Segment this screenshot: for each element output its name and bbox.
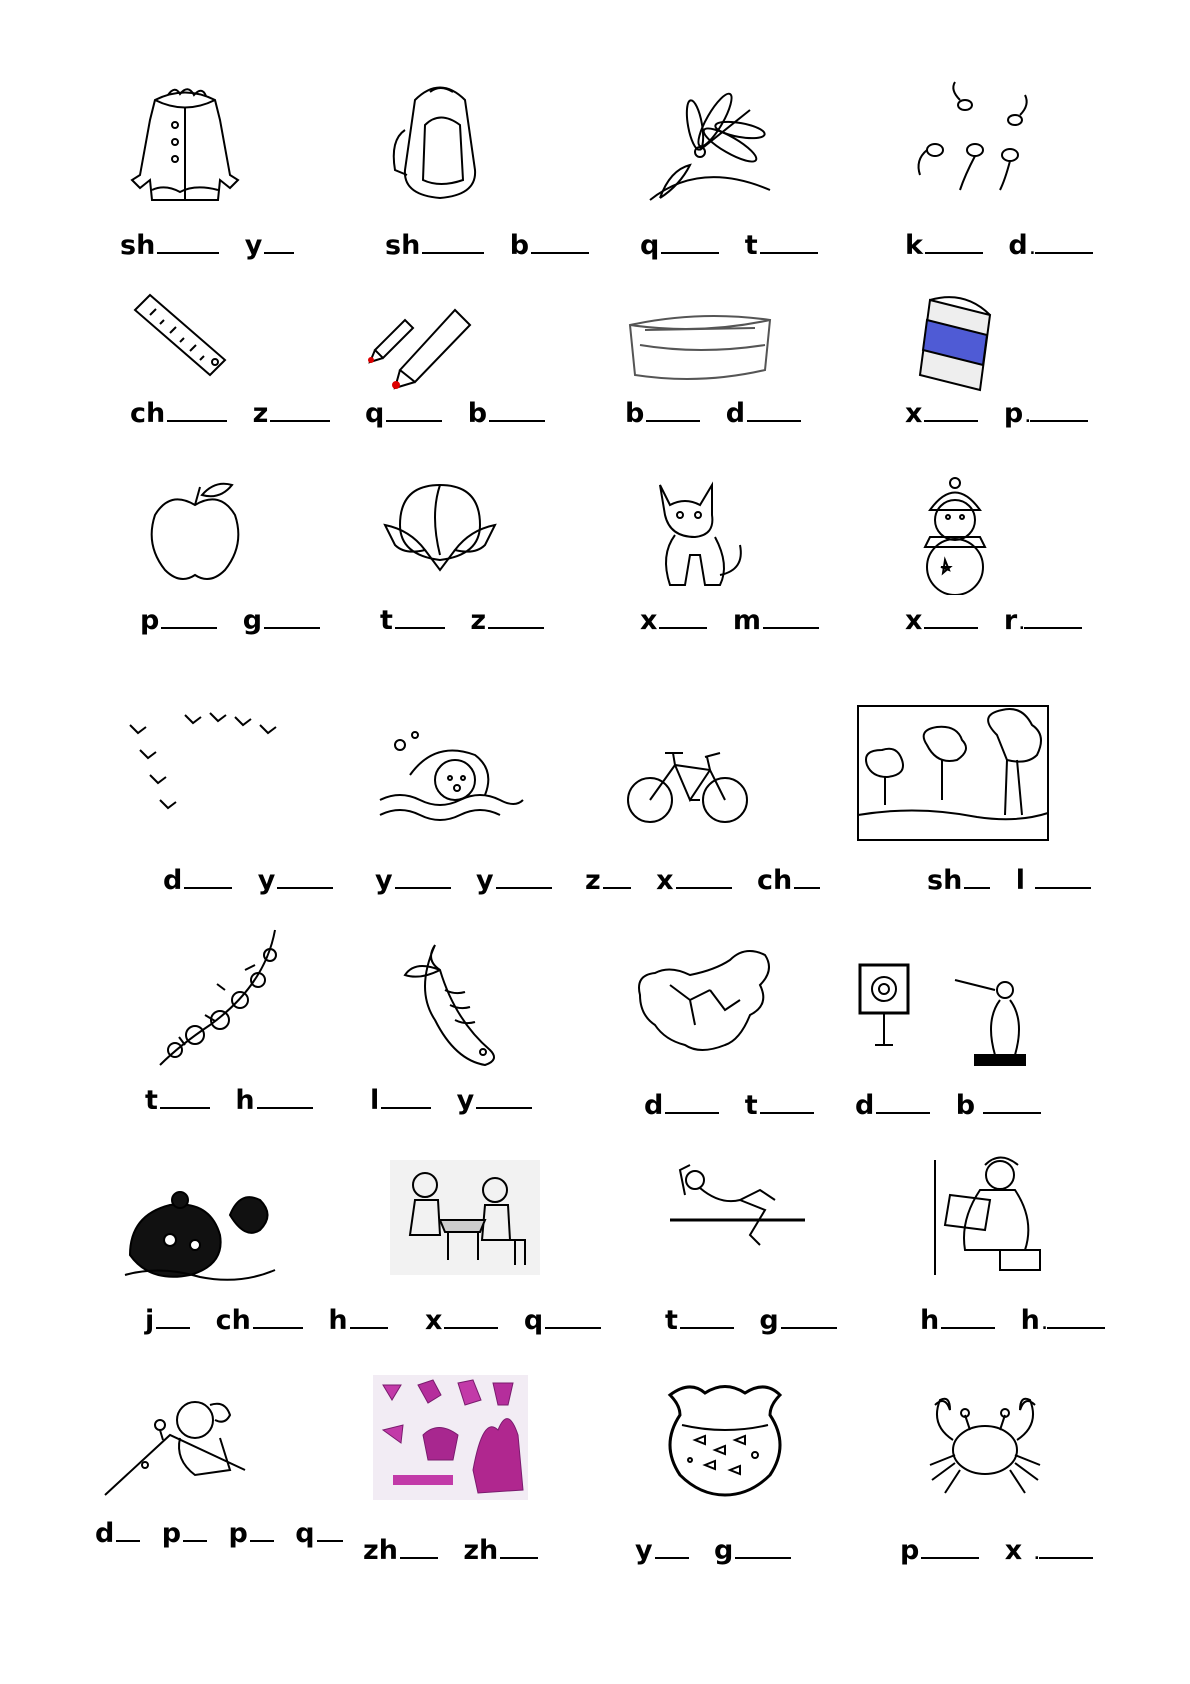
- syllable-slot: [468, 398, 545, 429]
- answer-blank[interactable]: [395, 883, 451, 889]
- answer-blank[interactable]: [116, 1536, 140, 1542]
- answer-blank[interactable]: [381, 1103, 431, 1109]
- pinyin-line: [425, 1305, 617, 1336]
- answer-blank[interactable]: [184, 883, 232, 889]
- syllable-slot: [365, 398, 442, 429]
- pinyin-initial: x: [425, 1305, 443, 1336]
- syllable-slot: [1004, 605, 1083, 636]
- chess-icon: [390, 1160, 540, 1275]
- tone-dot: .: [1025, 410, 1031, 426]
- syllable-slot: [733, 605, 819, 636]
- pinyin-initial: b: [955, 1090, 976, 1121]
- pinyin-initial: ch: [215, 1305, 251, 1336]
- syllable-slot: [130, 398, 227, 429]
- pinyin-initial: ch: [130, 398, 166, 429]
- pinyin-initial: t: [744, 1090, 758, 1121]
- answer-blank[interactable]: [760, 248, 818, 254]
- syllable-slot: [644, 1090, 719, 1121]
- syllable-slot: [1004, 398, 1089, 429]
- answer-blank[interactable]: [1035, 883, 1091, 889]
- syllable-slot: [163, 865, 232, 896]
- pinyin-initial: q: [640, 230, 660, 261]
- bicycle-icon: [625, 735, 755, 835]
- syllable-slot: [640, 605, 707, 636]
- answer-blank[interactable]: [476, 1103, 532, 1109]
- pinyin-initial: y: [244, 230, 263, 261]
- answer-blank[interactable]: [655, 1553, 689, 1559]
- pinyin-initial: x: [905, 605, 923, 636]
- apple-icon: [140, 475, 250, 585]
- syllable-slot: [585, 865, 631, 896]
- map-icon: [630, 945, 780, 1065]
- answer-blank[interactable]: [422, 248, 484, 254]
- pinyin-initial: sh: [927, 865, 963, 896]
- answer-blank[interactable]: [1039, 1553, 1093, 1559]
- eraser-icon: [905, 290, 1005, 400]
- answer-blank[interactable]: [1024, 623, 1082, 629]
- forest-icon: [857, 705, 1049, 841]
- syllable-slot: [757, 865, 820, 896]
- answer-blank[interactable]: [250, 1536, 274, 1542]
- answer-blank[interactable]: [488, 623, 544, 629]
- ruler-icon: [130, 290, 230, 380]
- tone-dot: .: [1034, 1547, 1040, 1563]
- pinyin-line: [585, 865, 836, 896]
- answer-blank[interactable]: [500, 1553, 538, 1559]
- pinyin-line: [900, 1535, 1109, 1566]
- pinyin-line: [635, 1535, 807, 1566]
- answer-blank[interactable]: [183, 1536, 207, 1542]
- syllable-slot: [905, 230, 983, 261]
- pinyin-line: [370, 1085, 548, 1116]
- pinyin-initial: y: [635, 1535, 653, 1566]
- pinyin-line: [665, 1305, 853, 1336]
- syllable-slot: [905, 605, 978, 636]
- pinyin-initial: t: [145, 1085, 158, 1116]
- answer-blank[interactable]: [941, 1323, 995, 1329]
- answer-blank[interactable]: [661, 248, 719, 254]
- fish-icon: [395, 940, 515, 1070]
- papercut-icon: [120, 1175, 280, 1285]
- syllable-slot: [745, 230, 818, 261]
- syllable-slot: [457, 1085, 533, 1116]
- pinyin-initial: z: [470, 605, 487, 636]
- pencil-case-icon: [625, 290, 775, 390]
- pinyin-initial: h: [235, 1085, 255, 1116]
- pinyin-initial: g: [759, 1305, 779, 1336]
- pinyin-initial: g: [242, 605, 263, 636]
- pinyin-line: [375, 865, 568, 896]
- syllable-slot: [380, 605, 445, 636]
- pinyin-initial: l: [370, 1085, 380, 1116]
- syllable-slot: [625, 398, 700, 429]
- syllable-slot: [245, 230, 295, 261]
- answer-blank[interactable]: [386, 416, 442, 422]
- pinyin-line: [130, 398, 346, 429]
- syllable-slot: [759, 1305, 836, 1336]
- answer-blank[interactable]: [603, 883, 631, 889]
- answer-blank[interactable]: [747, 416, 801, 422]
- pinyin-line: [95, 1518, 359, 1549]
- answer-blank[interactable]: [160, 1103, 210, 1109]
- pinyin-initial: d: [644, 1090, 664, 1121]
- pinyin-initial: d: [855, 1090, 875, 1121]
- pinyin-initial: l: [1015, 865, 1025, 896]
- syllable-slot: [370, 1085, 431, 1116]
- syllable-slot: [375, 865, 451, 896]
- swimmer-icon: [375, 720, 525, 830]
- pinyin-line: [625, 398, 817, 429]
- syllable-slot: [95, 1518, 140, 1549]
- pinyin-line: [163, 865, 349, 896]
- answer-blank[interactable]: [531, 248, 589, 254]
- pinyin-initial: y: [257, 865, 276, 896]
- answer-blank[interactable]: [680, 1323, 734, 1329]
- syllable-slot: [1016, 865, 1091, 896]
- pinyin-initial: y: [476, 865, 494, 896]
- pinyin-initial: b: [625, 398, 645, 429]
- pinyin-initial: t: [380, 605, 393, 636]
- answer-blank[interactable]: [925, 248, 983, 254]
- pinyin-line: [365, 398, 561, 429]
- pinyin-initial: h: [1020, 1305, 1040, 1336]
- dragonfly-icon: [640, 80, 780, 210]
- syllable-slot: [905, 398, 978, 429]
- answer-blank[interactable]: [924, 416, 978, 422]
- answer-blank[interactable]: [760, 1108, 814, 1114]
- answer-blank[interactable]: [876, 1108, 930, 1114]
- pencil-icon: [365, 290, 485, 390]
- syllable-slot: [120, 230, 219, 261]
- syllable-slot: [228, 1518, 273, 1549]
- answer-blank[interactable]: [924, 623, 978, 629]
- tone-dot: .: [1019, 617, 1025, 633]
- pinyin-line: [644, 1090, 830, 1121]
- syllable-slot: [1005, 1535, 1094, 1566]
- pinyin-initial: d: [95, 1518, 115, 1549]
- pinyin-initial: p: [140, 605, 160, 636]
- answer-blank[interactable]: [317, 1536, 343, 1542]
- tone-dot: .: [1029, 242, 1036, 258]
- pinyin-initial: zh: [363, 1535, 398, 1566]
- pinyin-initial: p: [161, 1518, 182, 1549]
- answer-blank[interactable]: [781, 1323, 837, 1329]
- syllable-slot: [640, 230, 719, 261]
- snowman-icon: [905, 475, 1005, 595]
- backpack-icon: [385, 80, 495, 210]
- pinyin-initial: j: [145, 1305, 155, 1336]
- pinyin-initial: d: [725, 398, 746, 429]
- answer-blank[interactable]: [921, 1553, 979, 1559]
- pinyin-initial: h: [920, 1305, 940, 1336]
- answer-blank[interactable]: [1047, 1323, 1105, 1329]
- pinyin-line: [363, 1535, 554, 1566]
- syllable-slot: [295, 1518, 342, 1549]
- pinyin-line: [905, 398, 1104, 429]
- syllable-slot: [425, 1305, 498, 1336]
- syllable-slot: [328, 1305, 387, 1336]
- syllable-slot: [726, 398, 801, 429]
- answer-blank[interactable]: [257, 1103, 313, 1109]
- syllable-slot: [470, 605, 544, 636]
- pinyin-line: [640, 605, 835, 636]
- tadpole-icon: [905, 80, 1045, 210]
- jumper-icon: [665, 1160, 805, 1260]
- answer-blank[interactable]: [253, 1323, 303, 1329]
- syllable-slot: [140, 605, 217, 636]
- syllable-slot: [524, 1305, 601, 1336]
- geese-icon: [125, 705, 295, 825]
- answer-blank[interactable]: [270, 416, 330, 422]
- pinyin-line: [385, 230, 605, 261]
- pinyin-initial: h: [328, 1305, 348, 1336]
- syllable-slot: [1008, 230, 1093, 261]
- pinyin-initial: b: [467, 398, 488, 429]
- pinyin-initial: q: [365, 398, 385, 429]
- syllable-slot: [162, 1518, 207, 1549]
- pinyin-line: [120, 230, 310, 261]
- pinyin-initial: ch: [756, 865, 793, 896]
- answer-blank[interactable]: [264, 248, 294, 254]
- pinyin-line: [145, 1305, 404, 1336]
- pinyin-initial: b: [509, 230, 530, 261]
- pinyin-initial: q: [295, 1518, 315, 1549]
- pinyin-line: [640, 230, 834, 261]
- syllable-slot: [855, 1090, 930, 1121]
- answer-blank[interactable]: [496, 883, 552, 889]
- pinyin-initial: y: [375, 865, 393, 896]
- syllable-slot: [145, 1305, 190, 1336]
- syllable-slot: [920, 1305, 995, 1336]
- syllable-slot: [900, 1535, 979, 1566]
- answer-blank[interactable]: [395, 623, 445, 629]
- syllable-slot: [1021, 1305, 1106, 1336]
- pinyin-initial: z: [252, 398, 269, 429]
- girl-pingpong-icon: [100, 1390, 250, 1500]
- pinyin-line: [920, 1305, 1121, 1336]
- pinyin-initial: x: [905, 398, 923, 429]
- pinyin-initial: x: [640, 605, 658, 636]
- peach-icon: [380, 475, 500, 585]
- answer-blank[interactable]: [676, 883, 732, 889]
- answer-blank[interactable]: [157, 248, 219, 254]
- answer-blank[interactable]: [444, 1323, 498, 1329]
- target-icon: [855, 960, 1035, 1070]
- pinyin-initial: sh: [120, 230, 156, 261]
- syllable-slot: [145, 1085, 210, 1116]
- answer-blank[interactable]: [983, 1108, 1041, 1114]
- pinyin-initial: y: [456, 1085, 475, 1116]
- crab-icon: [920, 1385, 1050, 1500]
- pinyin-initial: q: [523, 1305, 544, 1336]
- syllable-slot: [956, 1090, 1041, 1121]
- syllable-slot: [927, 865, 990, 896]
- answer-blank[interactable]: [350, 1323, 388, 1329]
- pinyin-initial: p: [228, 1518, 248, 1549]
- pinyin-initial: z: [585, 865, 601, 896]
- syllable-slot: [476, 865, 552, 896]
- syllable-slot: [745, 1090, 814, 1121]
- pinyin-initial: zh: [463, 1535, 499, 1566]
- cat-icon: [640, 475, 750, 595]
- fishbowl-icon: [660, 1375, 790, 1500]
- pinyin-initial: m: [732, 605, 761, 636]
- pinyin-initial: d: [1008, 230, 1028, 261]
- syllable-slot: [243, 605, 320, 636]
- syllable-slot: [463, 1535, 538, 1566]
- painter-icon: [930, 1150, 1050, 1280]
- pinyin-initial: d: [163, 865, 183, 896]
- answer-blank[interactable]: [794, 883, 820, 889]
- syllable-slot: [714, 1535, 791, 1566]
- answer-blank[interactable]: [167, 416, 227, 422]
- syllable-slot: [258, 865, 334, 896]
- answer-blank[interactable]: [1030, 416, 1088, 422]
- pinyin-initial: sh: [385, 230, 421, 261]
- syllable-slot: [363, 1535, 438, 1566]
- answer-blank[interactable]: [646, 416, 700, 422]
- answer-blank[interactable]: [489, 416, 545, 422]
- syllable-slot: [665, 1305, 734, 1336]
- answer-blank[interactable]: [763, 623, 819, 629]
- pinyin-line: [905, 605, 1098, 636]
- pinyin-initial: t: [665, 1305, 678, 1336]
- coat-icon: [120, 80, 250, 210]
- syllable-slot: [216, 1305, 303, 1336]
- answer-blank[interactable]: [964, 883, 990, 889]
- syllable-slot: [235, 1085, 312, 1116]
- pinyin-initial: k: [905, 230, 923, 261]
- answer-blank[interactable]: [1035, 248, 1093, 254]
- syllable-slot: [385, 230, 484, 261]
- pinyin-line: [380, 605, 560, 636]
- answer-blank[interactable]: [161, 623, 217, 629]
- pinyin-initial: g: [714, 1535, 734, 1566]
- answer-blank[interactable]: [277, 883, 333, 889]
- answer-blank[interactable]: [264, 623, 320, 629]
- syllable-slot: [656, 865, 731, 896]
- pinyin-line: [145, 1085, 329, 1116]
- answer-blank[interactable]: [545, 1323, 601, 1329]
- blossom-icon: [150, 925, 300, 1075]
- pinyin-initial: x: [1004, 1535, 1023, 1566]
- pinyin-initial: p: [1003, 398, 1024, 429]
- answer-blank[interactable]: [659, 623, 707, 629]
- pinyin-line: [140, 605, 336, 636]
- answer-blank[interactable]: [400, 1553, 438, 1559]
- pinyin-initial: t: [744, 230, 758, 261]
- answer-blank[interactable]: [665, 1108, 719, 1114]
- syllable-slot: [253, 398, 331, 429]
- pinyin-line: [905, 230, 1109, 261]
- tone-dot: .: [1041, 1317, 1048, 1333]
- pinyin-initial: r: [1003, 605, 1018, 636]
- syllable-slot: [635, 1535, 689, 1566]
- pinyin-line: [855, 1090, 1057, 1121]
- pinyin-line: [927, 865, 1107, 896]
- origami-icon: [373, 1375, 528, 1500]
- syllable-slot: [510, 230, 589, 261]
- answer-blank[interactable]: [156, 1323, 190, 1329]
- answer-blank[interactable]: [735, 1553, 791, 1559]
- pinyin-initial: p: [900, 1535, 920, 1566]
- pinyin-initial: x: [656, 865, 674, 896]
